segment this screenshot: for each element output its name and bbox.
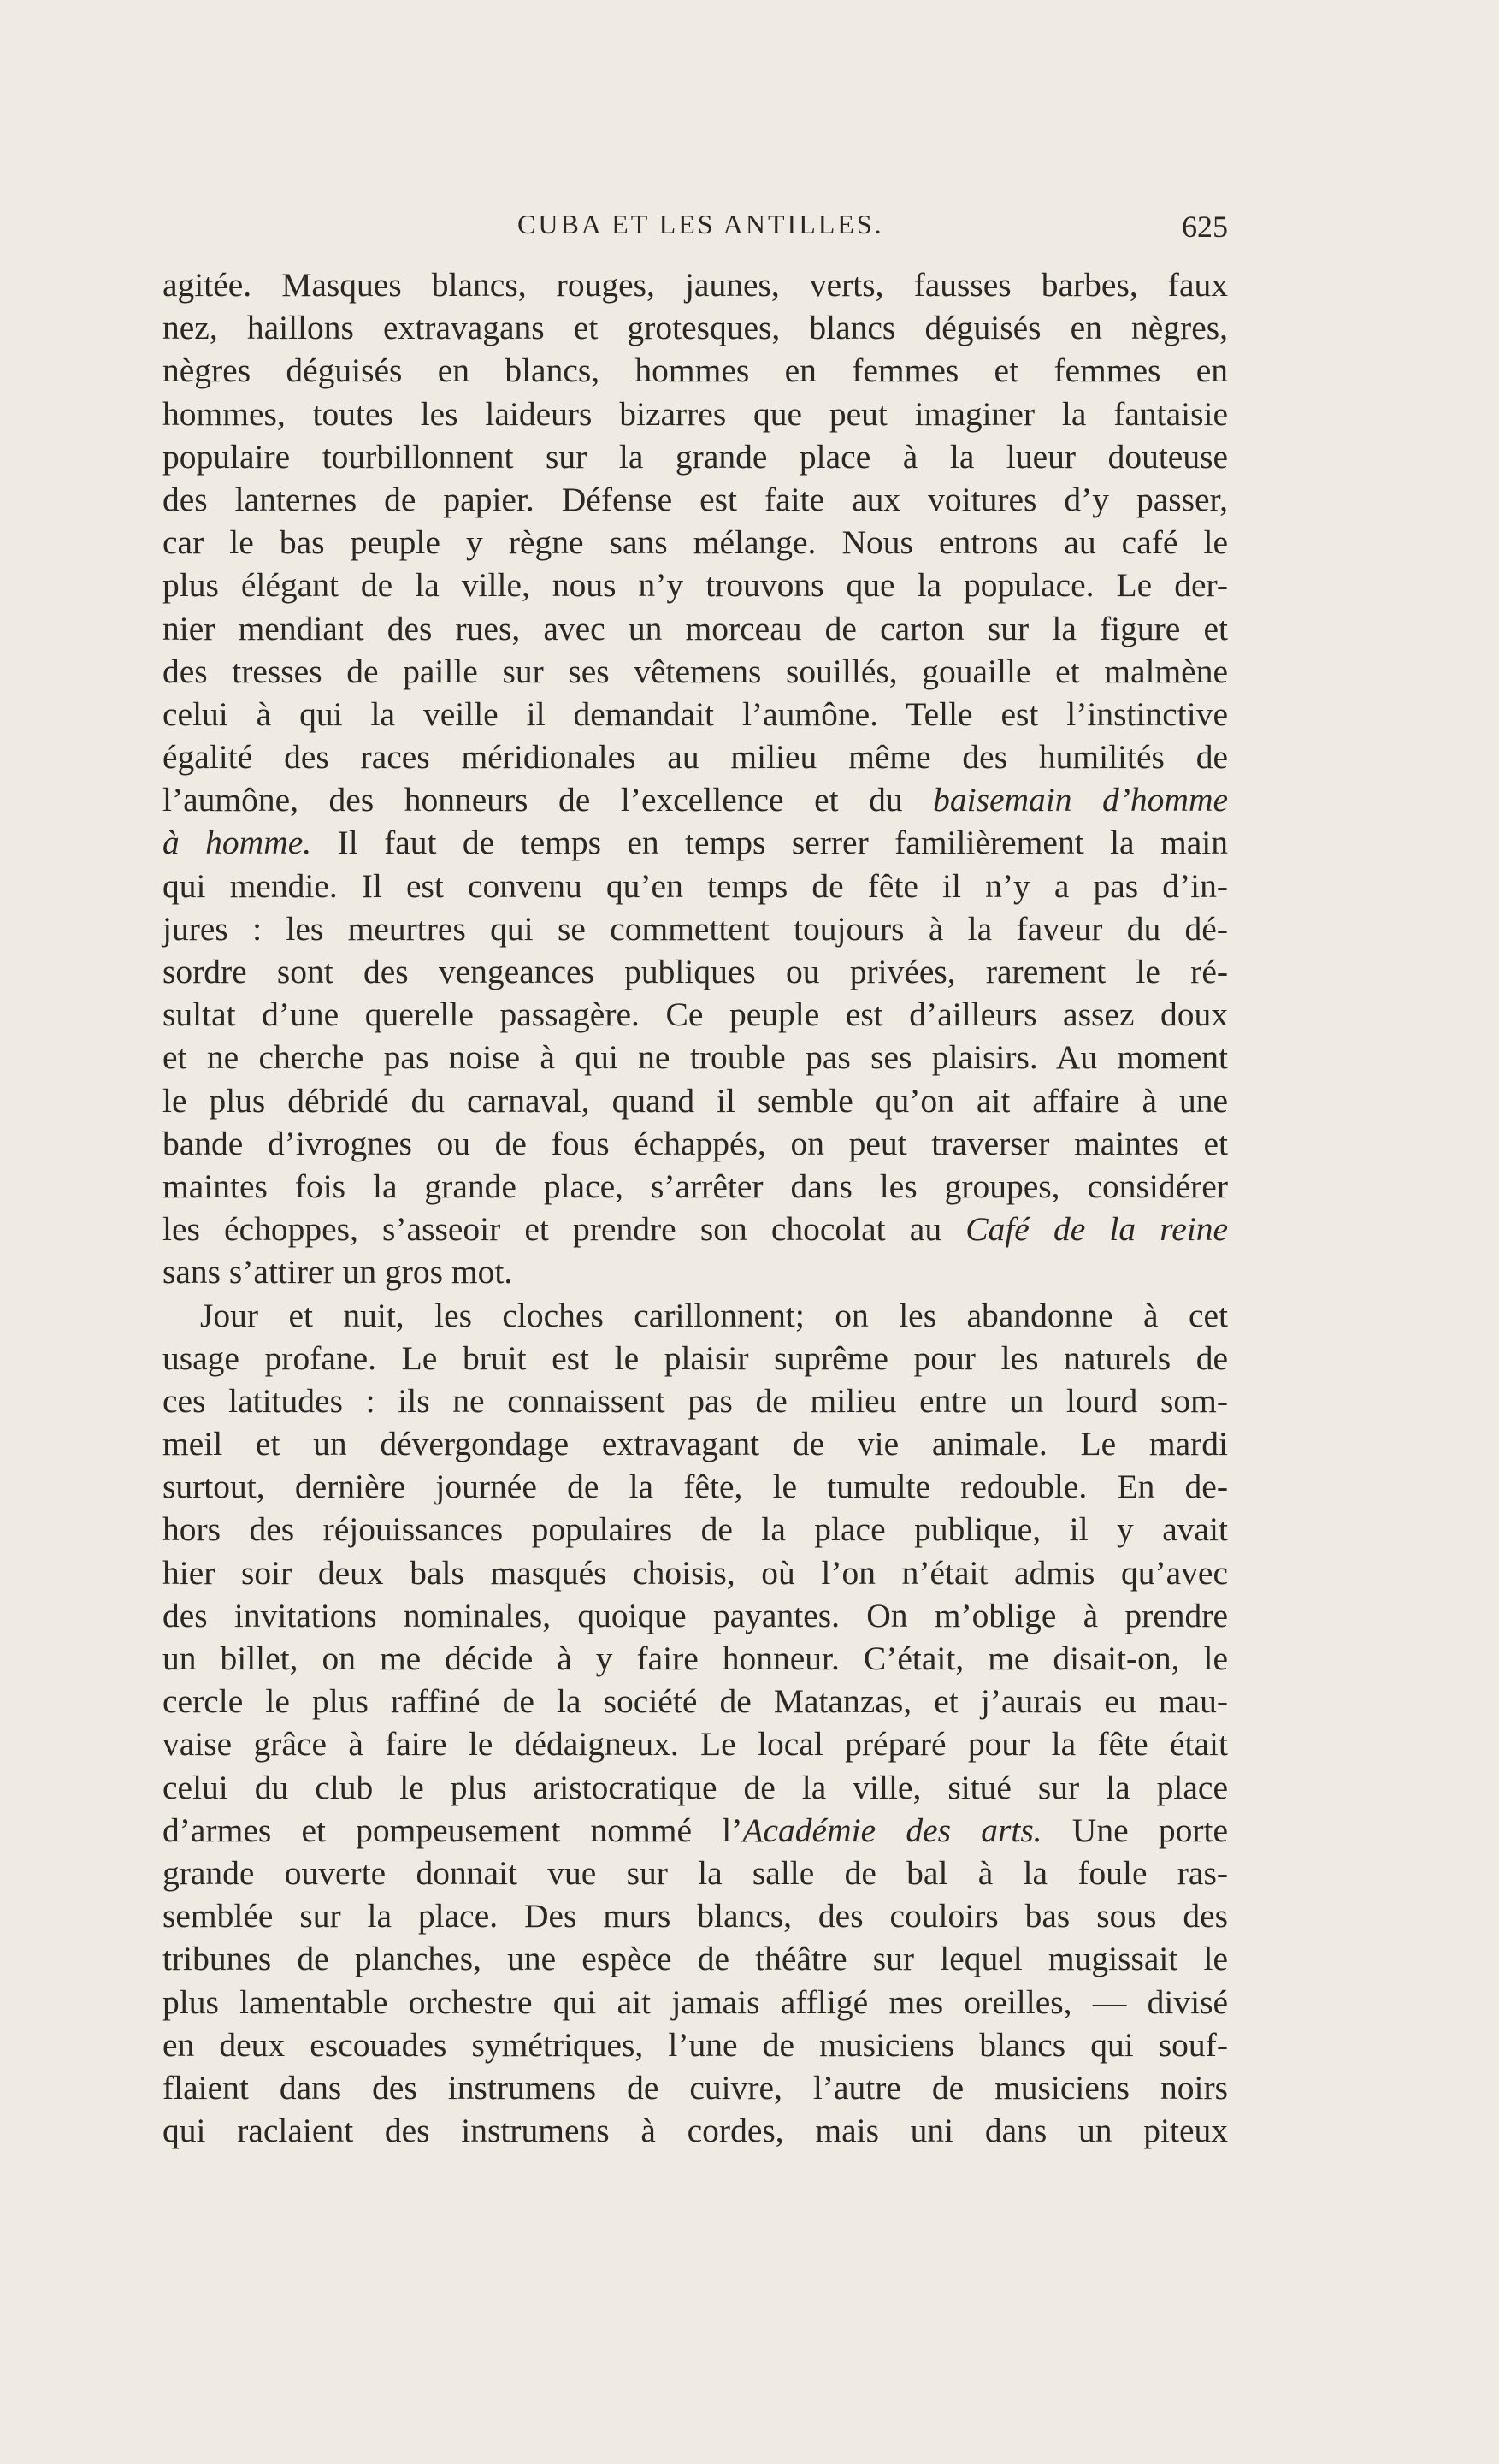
text-line (162, 1422, 1228, 1465)
text-segment: flaient dans des instrumens de cuivre, l’autre de musiciens noirs (162, 2068, 1228, 2107)
text-line (162, 1809, 1228, 1852)
text-line (162, 1680, 1228, 1722)
text-segment: sultat d’une querelle passagère. Ce peuple est d’ailleurs assez doux (162, 996, 1228, 1034)
text-line (162, 1594, 1228, 1637)
text-segment: le plus débridé du carnaval, quand il semble qu’on ait affaire à une (162, 1081, 1228, 1120)
text-segment: des lanternes de papier. Défense est faite aux voitures d’y passer, (162, 480, 1228, 518)
text-line (162, 2066, 1228, 2109)
text-segment: tribunes de planches, une espèce de théâtre sur lequel mugissait le (162, 1940, 1228, 1978)
text-line (162, 521, 1228, 564)
text-segment: hommes, toutes les laideurs bizarres que peut imaginer la fantaisie (162, 394, 1228, 433)
text-segment: surtout, dernière journée de la fête, le tumulte redouble. En de- (162, 1468, 1228, 1506)
text-segment: hors des réjouissances populaires de la place publique, il y avait (162, 1510, 1228, 1549)
text-line (162, 1165, 1228, 1208)
text-line (162, 1465, 1228, 1508)
text-line (162, 1294, 1228, 1337)
text-segment: nègres déguisés en blancs, hommes en femmes et femmes en (162, 352, 1228, 390)
text-segment: car le bas peuple y règne sans mélange. Nous entrons au café le (162, 523, 1228, 562)
text-line (162, 1766, 1228, 1809)
text-line (162, 349, 1228, 392)
text-segment: des tresses de paille sur ses vêtemens souillés, gouaille et malmène (162, 652, 1228, 690)
text-line (162, 1079, 1228, 1122)
text-line (162, 1036, 1228, 1078)
italic-segment: Café de la reine (965, 1210, 1228, 1249)
text-segment: populaire tourbillonnent sur la grande place à la lueur douteuse (162, 437, 1228, 476)
text-line (162, 2109, 1228, 2152)
text-line (162, 1937, 1228, 1980)
text-segment: maintes fois la grande place, s’arrêter dans les groupes, considérer (162, 1167, 1228, 1205)
text-line (162, 1508, 1228, 1551)
italic-segment: à homme. (162, 824, 312, 862)
text-line (162, 435, 1228, 478)
text-line (162, 1122, 1228, 1165)
italic-segment: Académie des arts. (742, 1811, 1042, 1849)
text-segment: qui raclaient des instrumens à cordes, mais uni dans un piteux (162, 2112, 1228, 2150)
text-line (162, 1250, 1228, 1293)
text-segment: Jour et nuit, les cloches carillonnent; on les abandonne à cet (200, 1296, 1228, 1334)
text-line (162, 306, 1228, 349)
text-segment: plus lamentable orchestre qui ait jamais affligé mes oreilles, — divisé (162, 1982, 1228, 2021)
text-line (162, 993, 1228, 1036)
text-segment: Une porte (1042, 1811, 1228, 1849)
text-segment: des invitations nominales, quoique payantes. On m’oblige à prendre (162, 1596, 1228, 1634)
running-header (162, 209, 1228, 246)
text-line (162, 865, 1228, 907)
text-segment: l’ (722, 1811, 743, 1849)
text-segment: celui à qui la veille il demandait l’aumône. Telle est l’instinctive (162, 694, 1228, 733)
text-segment: qui mendie. Il est convenu qu’en temps de fête il n’y a pas d’in- (162, 866, 1228, 905)
text-segment: sordre sont des vengeances publiques ou privées, rarement le ré- (162, 953, 1228, 990)
text-segment: celui du club le plus aristocratique de la ville, situé sur la place (162, 1768, 1228, 1806)
text-segment: jures : les meurtres qui se commettent toujours à la faveur du dé- (162, 909, 1228, 948)
text-segment: semblée sur la place. Des murs blancs, des couloirs bas sous des (162, 1897, 1228, 1935)
text-segment: usage profane. Le bruit est le plaisir suprême pour les naturels de (162, 1338, 1228, 1377)
text-segment: d’armes et pompeusement nommé (162, 1811, 723, 1849)
text-line (162, 821, 1228, 864)
text-line (162, 1722, 1228, 1765)
text-line (162, 1551, 1228, 1594)
text-segment: sans s’attirer un gros mot. (162, 1253, 513, 1291)
text-line (162, 1637, 1228, 1680)
text-line (162, 2024, 1228, 2066)
text-line (162, 950, 1228, 993)
text-line (162, 1337, 1228, 1380)
text-segment: meil et un dévergondage extravagant de vie animale. Le mardi (162, 1425, 1228, 1463)
text-line (162, 564, 1228, 606)
text-segment: ces latitudes : ils ne connaissent pas de milieu entre un lourd som- (162, 1381, 1228, 1420)
text-line (162, 263, 1228, 306)
italic-segment: baisemain d’homme (933, 781, 1228, 819)
text-line (162, 1208, 1228, 1250)
text-line (162, 907, 1228, 950)
text-segment: grande ouverte donnait vue sur la salle de bal à la foule ras- (162, 1853, 1228, 1892)
text-segment: bande d’ivrognes ou de fous échappés, on peut traverser maintes et (162, 1124, 1228, 1162)
text-line (162, 778, 1228, 821)
text-segment: en deux escouades symétriques, l’une de musiciens blancs qui souf- (162, 2025, 1228, 2064)
text-line (162, 607, 1228, 650)
text-line (162, 1894, 1228, 1937)
text-line (162, 650, 1228, 693)
text-line (162, 693, 1228, 736)
text-segment: les échoppes, s’asseoir et prendre son chocolat au (162, 1210, 966, 1249)
text-line (162, 736, 1228, 778)
text-segment: un billet, on me décide à y faire honneur. C’était, me disait-on, le (162, 1640, 1228, 1677)
text-segment: agitée. Masques blancs, rouges, jaunes, verts, fausses barbes, faux (162, 266, 1228, 304)
text-line (162, 1981, 1228, 2024)
text-segment: et ne cherche pas noise à qui ne trouble pas ses plaisirs. Au moment (162, 1038, 1228, 1077)
text-segment: égalité des races méridionales au milieu même des humilités de (162, 738, 1228, 777)
text-segment: plus élégant de la ville, nous n’y trouvons que la populace. Le der- (162, 566, 1228, 605)
text-segment: nier mendiant des rues, avec un morceau de carton sur la figure et (162, 609, 1228, 647)
text-line (162, 1852, 1228, 1894)
page-number: 625 (1182, 210, 1228, 244)
text-segment: vaise grâce à faire le dédaigneux. Le local préparé pour la fête était (162, 1725, 1228, 1764)
text-segment: cercle le plus raffiné de la société de Matanzas, et j’aurais eu mau- (162, 1682, 1228, 1721)
text-segment: Il faut de temps en temps serrer familièrement la main (311, 824, 1228, 862)
body-text (162, 263, 1228, 2152)
running-title: CUBA ET LES ANTILLES. (517, 209, 884, 239)
text-segment: l’aumône, des honneurs de l’excellence et du (162, 781, 934, 819)
text-line (162, 1380, 1228, 1422)
text-segment: nez, haillons extravagans et grotesques, blancs déguisés en nègres, (162, 309, 1228, 347)
text-segment: hier soir deux bals masqués choisis, où l’on n’était admis qu’avec (162, 1553, 1228, 1592)
text-line (162, 393, 1228, 435)
text-line (162, 478, 1228, 521)
